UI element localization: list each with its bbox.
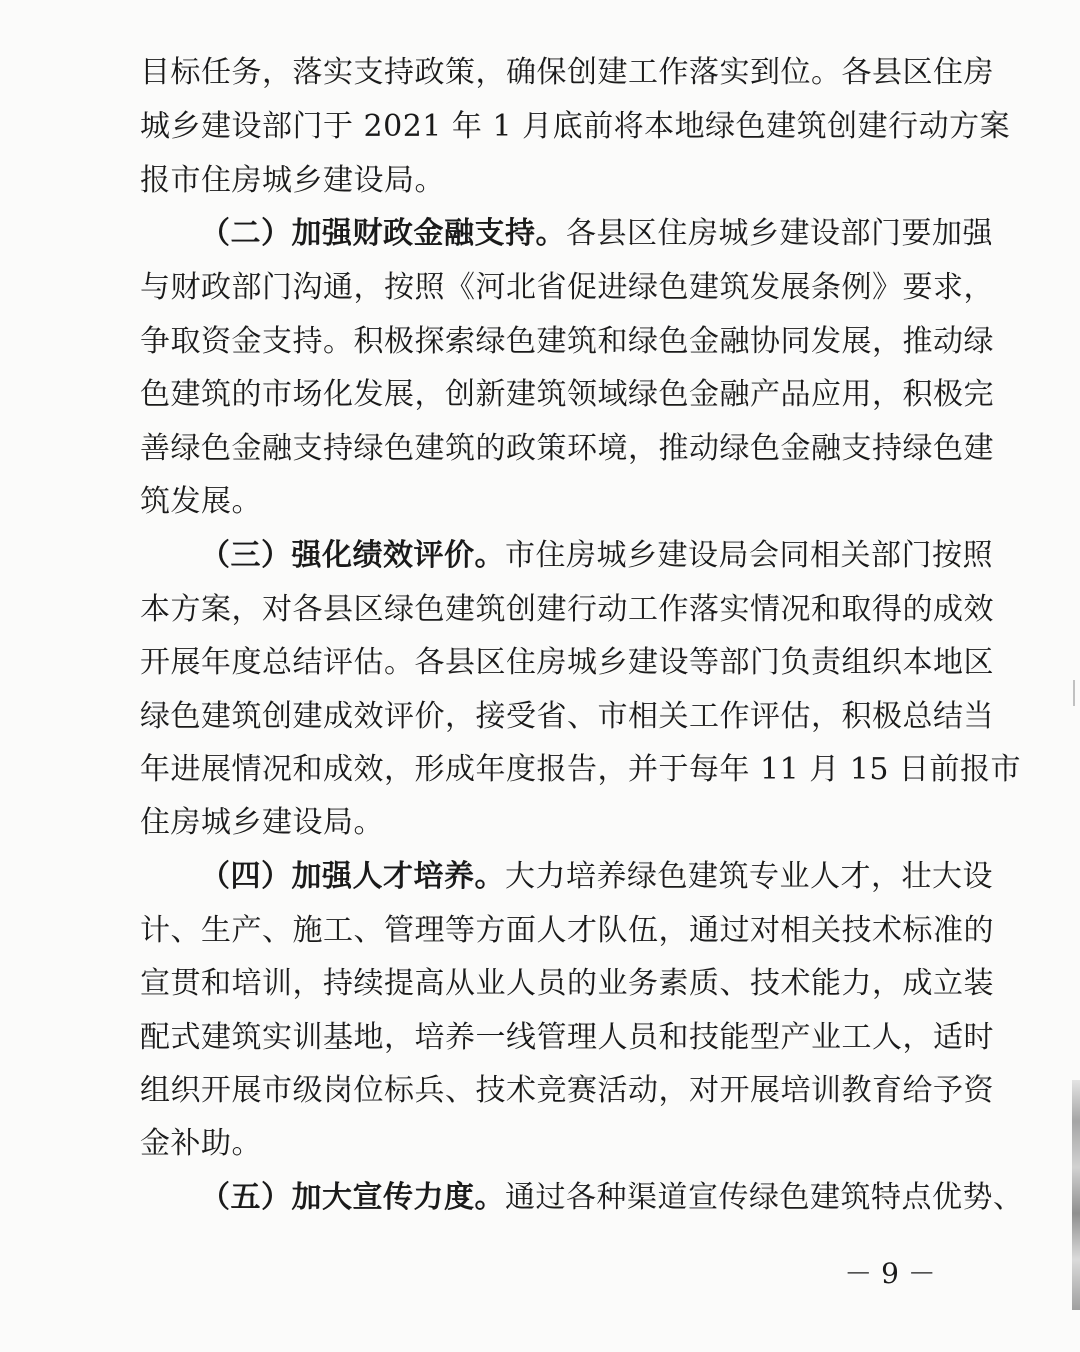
body-line [140,1065,994,1117]
section-heading: （四）加强人才培养。 [200,859,505,894]
section-heading: （五）加大宣传力度。 [200,1180,505,1215]
section-heading-line [200,530,993,582]
page-number: － 9 － [844,1257,936,1290]
line-text: 组织开展市级岗位标兵、技术竞赛活动，对开展培训教育给予资 [140,1073,994,1108]
body-line [140,958,994,1010]
section-heading-line [200,851,993,903]
section-heading-line [200,208,993,260]
line-text: 绿色建筑创建成效评价，接受省、市相关工作评估，积极总结当 [140,699,994,734]
body-line [140,905,994,957]
body-line [140,476,940,528]
section-heading: （二）加强财政金融支持。 [200,216,566,251]
line-text: 与财政部门沟通，按照《河北省促进绿色建筑发展条例》要求， [140,270,994,305]
body-line [140,637,994,689]
line-text: 善绿色金融支持绿色建筑的政策环境，推动绿色金融支持绿色建 [140,431,994,466]
line-text: 开展年度总结评估。各县区住房城乡建设等部门负责组织本地区 [140,645,994,680]
line-text: 大力培养绿色建筑专业人才，壮大设 [505,859,993,894]
line-text: 住房城乡建设局。 [140,805,384,840]
line-text: 各县区住房城乡建设部门要加强 [566,216,993,251]
line-text: 金补助。 [140,1126,262,1161]
line-text: 筑发展。 [140,484,262,519]
line-text: 年进展情况和成效，形成年度报告，并于每年 11 月 15 日前报市 [140,752,1021,787]
line-text: 目标任务，落实支持政策，确保创建工作落实到位。各县区住房 [140,55,994,90]
body-line [140,584,994,636]
body-line [140,423,994,475]
body-line [140,797,940,849]
line-text: 报市住房城乡建设局。 [140,163,445,198]
body-line [140,47,994,99]
scan-edge-mark [1073,680,1075,706]
body-line [140,316,994,368]
section-heading: （三）强化绩效评价。 [200,538,505,573]
section-heading-line [200,1172,1024,1224]
scan-edge-artifact [1072,1080,1080,1310]
body-line [140,101,1011,153]
line-text: 计、生产、施工、管理等方面人才队伍，通过对相关技术标准的 [140,913,994,948]
body-line [140,1118,940,1170]
body-line [140,262,994,314]
line-text: 市住房城乡建设局会同相关部门按照 [505,538,993,573]
line-text: 争取资金支持。积极探索绿色建筑和绿色金融协同发展，推动绿 [140,324,994,359]
body-line [140,155,940,207]
line-text: 本方案，对各县区绿色建筑创建行动工作落实情况和取得的成效 [140,592,994,627]
line-text: 配式建筑实训基地，培养一线管理人员和技能型产业工人，适时 [140,1020,994,1055]
body-line [140,1012,994,1064]
body-line [140,369,994,421]
line-text: 宣贯和培训，持续提高从业人员的业务素质、技术能力，成立装 [140,966,994,1001]
body-line [140,744,1021,796]
line-text: 通过各种渠道宣传绿色建筑特点优势、 [505,1180,1024,1215]
body-line [140,691,994,743]
line-text: 城乡建设部门于 2021 年 1 月底前将本地绿色建筑创建行动方案 [140,109,1011,144]
line-text: 色建筑的市场化发展，创新建筑领域绿色金融产品应用，积极完 [140,377,994,412]
